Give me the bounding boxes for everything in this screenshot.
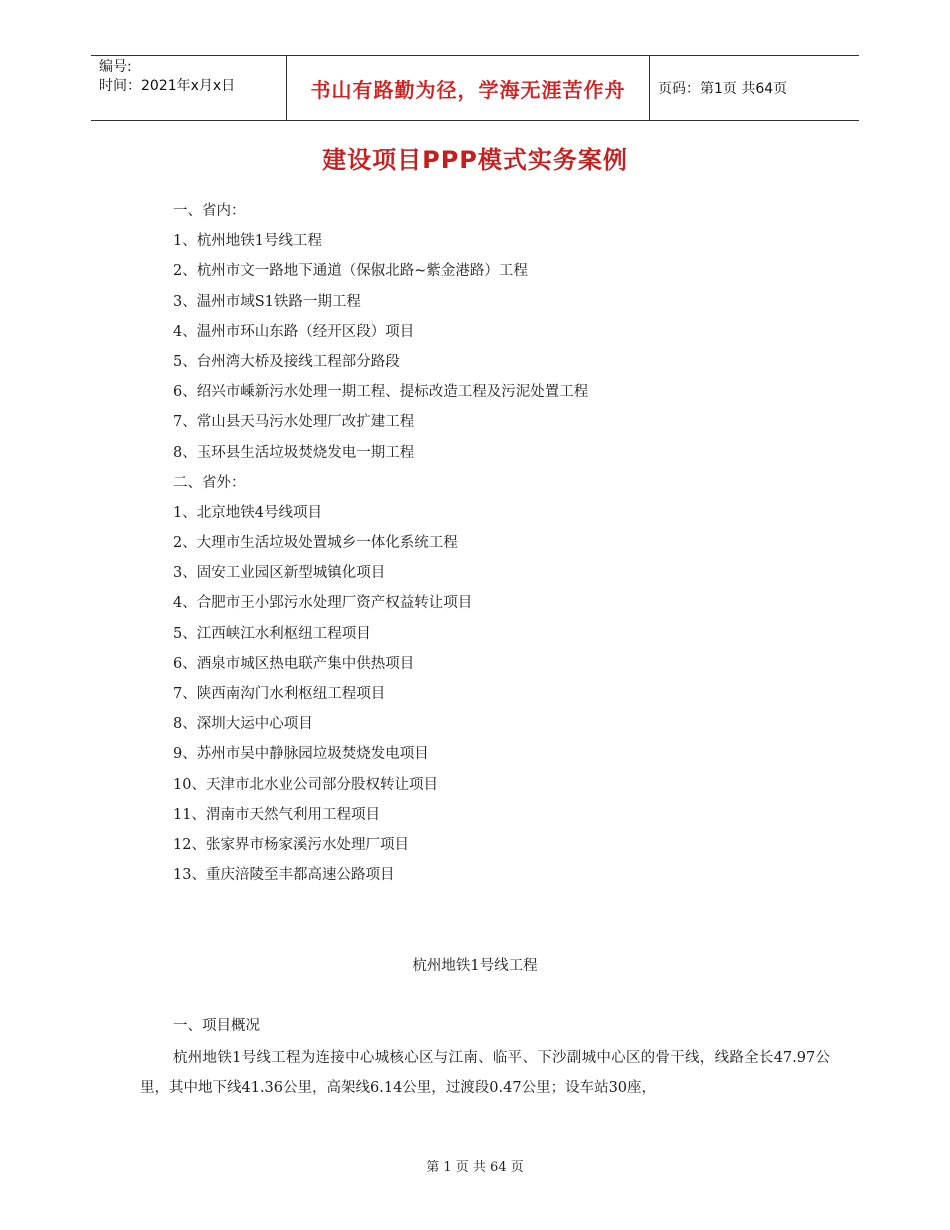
overview-heading: 一、项目概况	[173, 1018, 260, 1034]
list-item: 13、重庆涪陵至丰都高速公路项目	[173, 867, 395, 884]
list-item: 4、合肥市王小郢污水处理厂资产权益转让项目	[173, 595, 473, 612]
motto-cell	[287, 56, 650, 120]
list-item: 8、玉环县生活垃圾焚烧发电一期工程	[173, 444, 415, 461]
list-item: 6、酒泉市城区热电联产集中供热项目	[173, 655, 415, 672]
list-item: 6、绍兴市嵊新污水处理一期工程、提标改造工程及污泥处置工程	[173, 384, 589, 401]
header-table	[91, 55, 859, 121]
list-item: 3、温州市域S1铁路一期工程	[173, 293, 361, 310]
page-code-text: 页码：第1页 共64页	[658, 81, 788, 97]
list-item: 1、北京地铁4号线项目	[173, 504, 322, 521]
list-item: 2、杭州市文一路地下通道（保俶北路~紫金港路）工程	[173, 263, 528, 280]
number-label: 编号:	[99, 59, 132, 75]
list-item: 7、常山县天马污水处理厂改扩建工程	[173, 414, 415, 431]
overview-paragraph: 杭州地铁1号线工程为连接中心城核心区与江南、临平、下沙副城中心区的骨干线，线路全长47.97公里，其中地下线41.36公里，高架线6.14公里，过渡段0.47公里；设车站30座，	[140, 1050, 830, 1096]
list-item: 7、陕西南沟门水利枢纽工程项目	[173, 686, 386, 702]
header-meta-cell	[91, 56, 287, 120]
section-title: 杭州地铁1号线工程	[412, 958, 538, 974]
motto-text: 书山有路勤为径，学海无涯苦作舟	[310, 77, 626, 102]
list-item: 4、温州市环山东路（经开区段）项目	[173, 323, 415, 340]
list-item: 11、渭南市天然气利用工程项目	[173, 806, 380, 823]
list-item: 二、省外：	[173, 474, 246, 491]
list-item: 9、苏州市吴中静脉园垃圾焚烧发电项目	[173, 746, 429, 763]
time-label: 时间：2021年x月x日	[99, 78, 236, 94]
list-item: 一、省内：	[173, 203, 246, 219]
list-item: 3、固安工业园区新型城镇化项目	[173, 565, 386, 582]
list-item: 5、江西峡江水利枢纽工程项目	[173, 625, 371, 642]
list-item: 12、张家界市杨家溪污水处理厂项目	[173, 836, 409, 853]
list-item: 10、天津市北水业公司部分股权转让项目	[173, 776, 438, 793]
page-code-cell	[650, 56, 859, 120]
page-footer: 第 1 页 共 64 页	[426, 1160, 524, 1175]
list-item: 5、台州湾大桥及接线工程部分路段	[173, 353, 400, 370]
list-item: 1、杭州地铁1号线工程	[173, 233, 322, 250]
list-item: 2、大理市生活垃圾处置城乡一体化系统工程	[173, 535, 458, 552]
document-title: 建设项目PPP模式实务案例	[322, 146, 628, 174]
list-item: 8、深圳大运中心项目	[173, 716, 313, 733]
project-list	[173, 196, 588, 890]
